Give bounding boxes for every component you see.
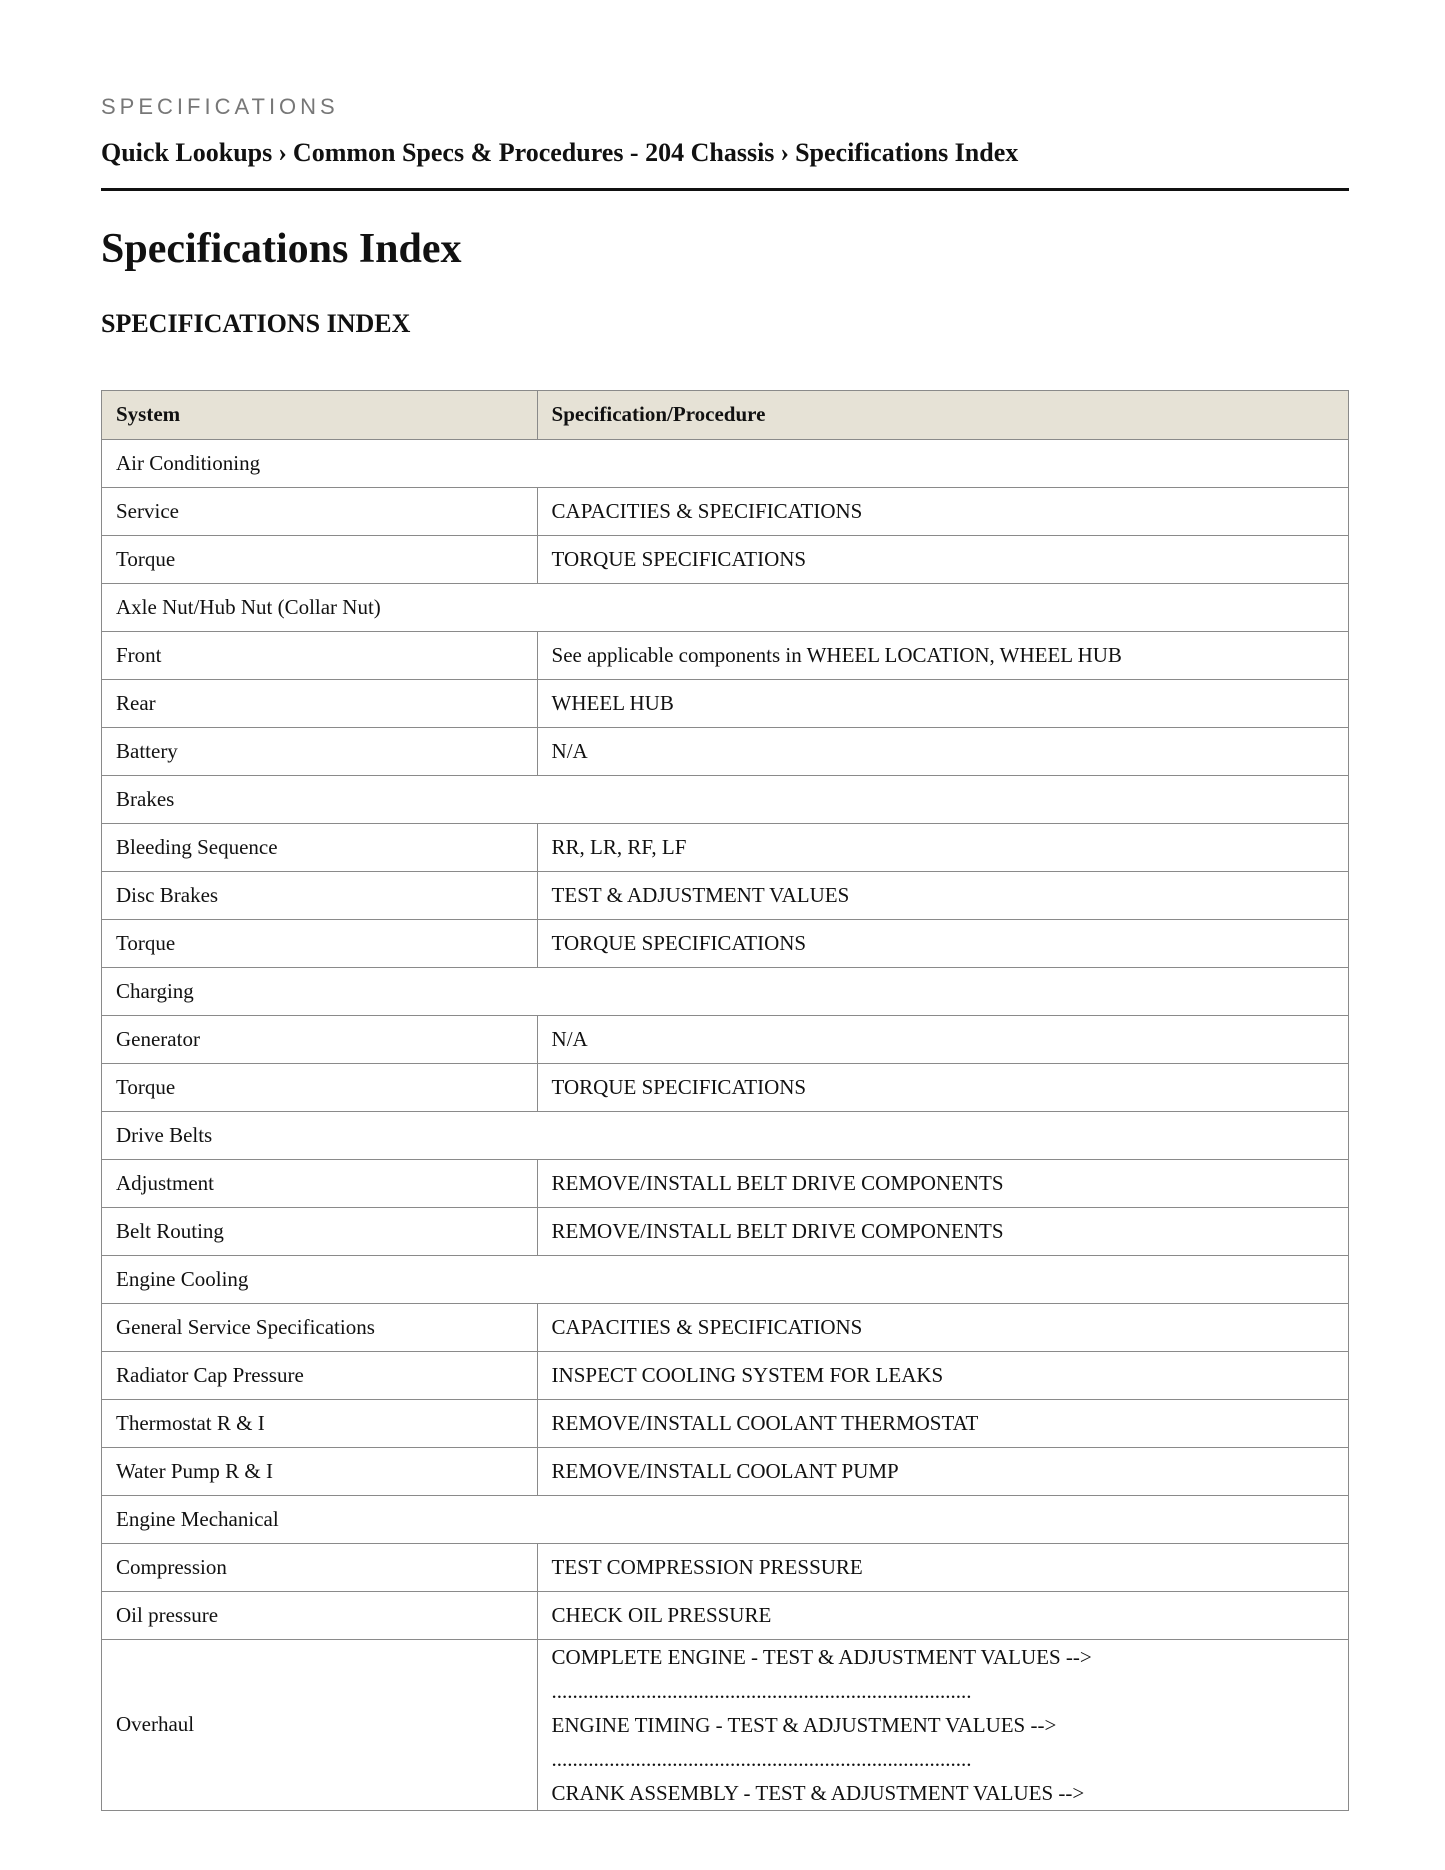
table-row — [102, 1400, 1349, 1448]
table-row — [102, 1448, 1349, 1496]
item-spec-link[interactable]: TORQUE SPECIFICATIONS — [537, 536, 1348, 584]
item-spec-link[interactable]: WHEEL HUB — [537, 680, 1348, 728]
group-title: Engine Mechanical — [102, 1496, 1349, 1544]
group-title: Drive Belts — [102, 1112, 1349, 1160]
column-header-system: System — [102, 391, 538, 440]
table-row — [102, 824, 1349, 872]
item-spec-link[interactable]: REMOVE/INSTALL BELT DRIVE COMPONENTS — [537, 1208, 1348, 1256]
item-spec-link[interactable]: TEST & ADJUSTMENT VALUES — [537, 872, 1348, 920]
item-name: Radiator Cap Pressure — [102, 1352, 538, 1400]
item-spec: RR, LR, RF, LF — [537, 824, 1348, 872]
table-row — [102, 1592, 1349, 1640]
table-row — [102, 728, 1349, 776]
spec-link[interactable]: CRANK ASSEMBLY - TEST & ADJUSTMENT VALUES --> — [551, 1781, 1085, 1805]
group-title: Charging — [102, 968, 1349, 1016]
item-spec-link[interactable]: TORQUE SPECIFICATIONS — [537, 1064, 1348, 1112]
page-subheading: SPECIFICATIONS INDEX — [101, 309, 411, 338]
table-row — [102, 920, 1349, 968]
item-name: Front — [102, 632, 538, 680]
group-row — [102, 1256, 1349, 1304]
item-name: Torque — [102, 920, 538, 968]
column-header-spec: Specification/Procedure — [537, 391, 1348, 440]
dotted-separator: ................................................................................ — [551, 1679, 972, 1703]
item-name: Battery — [102, 728, 538, 776]
breadcrumb-separator: › — [780, 138, 790, 167]
item-spec-link[interactable]: TORQUE SPECIFICATIONS — [537, 920, 1348, 968]
group-row — [102, 584, 1349, 632]
item-spec-link[interactable]: INSPECT COOLING SYSTEM FOR LEAKS — [537, 1352, 1348, 1400]
item-name: Compression — [102, 1544, 538, 1592]
item-spec-link[interactable]: REMOVE/INSTALL BELT DRIVE COMPONENTS — [537, 1160, 1348, 1208]
item-name: Rear — [102, 680, 538, 728]
table-header-row — [102, 391, 1349, 440]
item-spec-link[interactable]: REMOVE/INSTALL COOLANT THERMOSTAT — [537, 1400, 1348, 1448]
breadcrumb — [101, 138, 1018, 168]
item-name: Thermostat R & I — [102, 1400, 538, 1448]
item-spec-link[interactable]: TEST COMPRESSION PRESSURE — [537, 1544, 1348, 1592]
section-label: SPECIFICATIONS — [101, 94, 339, 119]
item-name: General Service Specifications — [102, 1304, 538, 1352]
item-name: Generator — [102, 1016, 538, 1064]
group-row — [102, 440, 1349, 488]
group-row — [102, 968, 1349, 1016]
item-name: Oil pressure — [102, 1592, 538, 1640]
table-row — [102, 1640, 1349, 1811]
table-row — [102, 536, 1349, 584]
breadcrumb-item-current: Specifications Index — [795, 138, 1019, 167]
breadcrumb-item-common-specs[interactable]: Common Specs & Procedures - 204 Chassis — [292, 138, 775, 167]
table-row — [102, 632, 1349, 680]
group-title: Axle Nut/Hub Nut (Collar Nut) — [102, 584, 1349, 632]
table-row — [102, 872, 1349, 920]
item-spec-link[interactable]: CHECK OIL PRESSURE — [537, 1592, 1348, 1640]
table-row — [102, 488, 1349, 536]
group-row — [102, 1496, 1349, 1544]
item-spec-link[interactable]: CAPACITIES & SPECIFICATIONS — [537, 1304, 1348, 1352]
table-row — [102, 680, 1349, 728]
group-title: Engine Cooling — [102, 1256, 1349, 1304]
specifications-table — [101, 390, 1349, 1811]
item-spec: N/A — [537, 1016, 1348, 1064]
item-name: Torque — [102, 1064, 538, 1112]
breadcrumb-item-quick-lookups[interactable]: Quick Lookups — [101, 138, 273, 167]
item-name: Water Pump R & I — [102, 1448, 538, 1496]
item-spec-link[interactable]: See applicable components in WHEEL LOCATION, WHEEL HUB — [537, 632, 1348, 680]
item-spec-link[interactable]: REMOVE/INSTALL COOLANT PUMP — [537, 1448, 1348, 1496]
table-row — [102, 1160, 1349, 1208]
table-row — [102, 1016, 1349, 1064]
header-divider — [101, 188, 1349, 191]
item-name: Disc Brakes — [102, 872, 538, 920]
group-row — [102, 1112, 1349, 1160]
item-name: Service — [102, 488, 538, 536]
item-spec: N/A — [537, 728, 1348, 776]
table-row — [102, 1064, 1349, 1112]
item-name: Bleeding Sequence — [102, 824, 538, 872]
table-row — [102, 1352, 1349, 1400]
table-row — [102, 1544, 1349, 1592]
group-row — [102, 776, 1349, 824]
group-title: Air Conditioning — [102, 440, 1349, 488]
table-row — [102, 1208, 1349, 1256]
spec-link[interactable]: ENGINE TIMING - TEST & ADJUSTMENT VALUES --> — [551, 1713, 1057, 1737]
item-name: Belt Routing — [102, 1208, 538, 1256]
group-title: Brakes — [102, 776, 1349, 824]
item-name: Adjustment — [102, 1160, 538, 1208]
spec-link[interactable]: COMPLETE ENGINE - TEST & ADJUSTMENT VALUES --> — [551, 1645, 1092, 1669]
page-title: Specifications Index — [101, 226, 462, 272]
dotted-separator: ................................................................................ — [551, 1747, 972, 1771]
table-row — [102, 1304, 1349, 1352]
breadcrumb-separator: › — [278, 138, 287, 167]
item-name: Torque — [102, 536, 538, 584]
item-spec-list — [537, 1640, 1348, 1811]
item-spec-link[interactable]: CAPACITIES & SPECIFICATIONS — [537, 488, 1348, 536]
item-name: Overhaul — [102, 1640, 538, 1811]
